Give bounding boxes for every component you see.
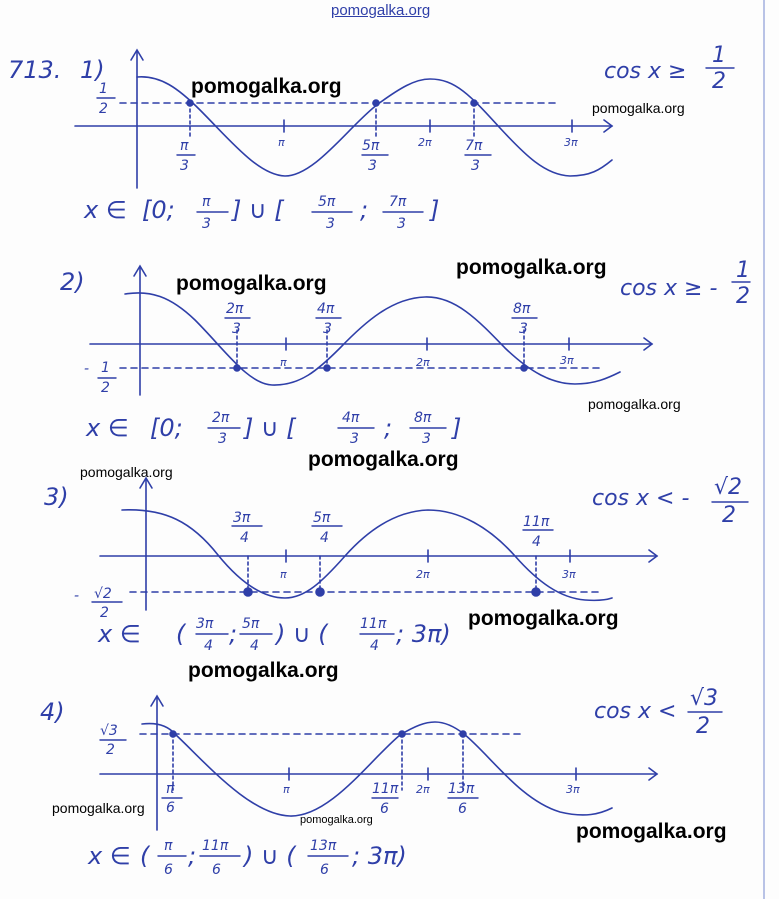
svg-text:6: 6 xyxy=(320,862,329,878)
svg-text:6: 6 xyxy=(380,801,389,817)
svg-text:3: 3 xyxy=(350,431,359,447)
svg-text:(: ( xyxy=(176,620,186,648)
svg-text:5π: 5π xyxy=(362,138,380,154)
svg-text:6: 6 xyxy=(212,862,221,878)
svg-text:[0;: [0; xyxy=(150,414,183,442)
point-4pi3 xyxy=(324,365,330,371)
graph-task-3 xyxy=(100,478,657,610)
svg-text:1: 1 xyxy=(712,43,726,68)
svg-text:1: 1 xyxy=(736,258,750,283)
svg-text:7π: 7π xyxy=(465,138,483,154)
svg-text:8π: 8π xyxy=(513,301,531,317)
watermark[interactable]: pomogalka.org xyxy=(592,100,685,116)
svg-text:5π: 5π xyxy=(313,510,331,526)
svg-text:3: 3 xyxy=(422,431,431,447)
svg-text:4: 4 xyxy=(204,638,213,654)
svg-text:11π: 11π xyxy=(202,838,229,854)
svg-text:3: 3 xyxy=(232,321,241,337)
svg-text:]: ] xyxy=(452,414,462,442)
svg-text:; 3π): ; 3π) xyxy=(396,620,451,648)
svg-text:4: 4 xyxy=(532,534,541,550)
svg-text:√2: √2 xyxy=(94,586,112,602)
answer-3-start: x ∈ xyxy=(98,620,141,648)
svg-text:3: 3 xyxy=(326,216,335,232)
answer-2-start: x ∈ xyxy=(86,414,129,442)
svg-text:;: ; xyxy=(188,842,197,870)
svg-text:5π: 5π xyxy=(318,194,336,210)
svg-text:] ∪ [: ] ∪ [ xyxy=(232,196,284,224)
svg-text:2: 2 xyxy=(712,69,726,94)
svg-text:) ∪ (: ) ∪ ( xyxy=(276,620,328,648)
task-1-label: 1) xyxy=(80,56,105,84)
watermark[interactable]: pomogalka.org xyxy=(80,464,173,480)
svg-text:π: π xyxy=(164,838,173,854)
svg-text:1: 1 xyxy=(99,81,108,97)
svg-text:3π: 3π xyxy=(196,616,214,632)
svg-text:2: 2 xyxy=(100,605,109,621)
svg-text:√3: √3 xyxy=(690,686,719,711)
point-pi3 xyxy=(187,100,193,106)
svg-text:-: - xyxy=(84,361,90,377)
point-3pi4 xyxy=(244,588,252,596)
svg-text:13π: 13π xyxy=(310,838,337,854)
watermark[interactable]: pomogalka.org xyxy=(308,448,459,471)
svg-text:11π: 11π xyxy=(360,616,387,632)
svg-text:] ∪ [: ] ∪ [ xyxy=(244,414,296,442)
svg-text:11π: 11π xyxy=(372,781,399,797)
svg-text:6: 6 xyxy=(166,800,175,816)
svg-text:2: 2 xyxy=(99,101,108,117)
watermark[interactable]: pomogalka.org xyxy=(188,659,339,682)
svg-text:π: π xyxy=(202,194,211,210)
condition-3: cos x < - xyxy=(592,486,690,511)
condition-1: cos x ≥ xyxy=(604,59,687,84)
point-11pi6 xyxy=(399,731,405,737)
svg-text:;: ; xyxy=(360,196,369,224)
svg-text:3: 3 xyxy=(368,158,377,174)
svg-text:π: π xyxy=(283,783,290,796)
answer-4-start: x ∈ xyxy=(88,842,131,870)
point-13pi6 xyxy=(460,731,466,737)
condition-4: cos x < xyxy=(594,699,677,724)
svg-text:2: 2 xyxy=(101,380,110,396)
svg-text:π: π xyxy=(280,356,287,369)
svg-text:4π: 4π xyxy=(342,410,360,426)
svg-text:2: 2 xyxy=(696,714,710,739)
point-2pi3 xyxy=(234,365,240,371)
svg-text:]: ] xyxy=(430,196,440,224)
svg-text:2π: 2π xyxy=(416,356,430,369)
svg-text:3: 3 xyxy=(323,321,332,337)
watermark[interactable]: pomogalka.org xyxy=(176,272,327,295)
svg-text:2π: 2π xyxy=(226,301,244,317)
watermark[interactable]: pomogalka.org xyxy=(191,75,342,98)
point-5pi4 xyxy=(316,588,324,596)
watermark[interactable]: pomogalka.org xyxy=(300,814,373,826)
svg-text:13π: 13π xyxy=(448,781,475,797)
condition-2: cos x ≥ - xyxy=(620,276,718,301)
svg-text:3π: 3π xyxy=(566,783,580,796)
problem-number: 713. xyxy=(8,56,62,84)
svg-text:2π: 2π xyxy=(418,136,432,149)
svg-text:2π: 2π xyxy=(416,783,430,796)
svg-text:(: ( xyxy=(140,842,150,870)
svg-text:1: 1 xyxy=(101,360,110,376)
svg-text:3: 3 xyxy=(218,431,227,447)
task-2-label: 2) xyxy=(60,268,85,296)
graph-task-4 xyxy=(100,696,657,830)
svg-text:3: 3 xyxy=(180,158,189,174)
watermark[interactable]: pomogalka.org xyxy=(456,256,607,279)
svg-text:3: 3 xyxy=(397,216,406,232)
svg-text:3: 3 xyxy=(202,216,211,232)
svg-text:;: ; xyxy=(384,414,393,442)
svg-text:2: 2 xyxy=(106,742,115,758)
watermark[interactable]: pomogalka.org xyxy=(588,396,681,412)
svg-text:4: 4 xyxy=(240,530,249,546)
point-pi6 xyxy=(170,731,176,737)
svg-text:3π: 3π xyxy=(564,136,578,149)
svg-text:2: 2 xyxy=(736,284,750,309)
task-4-label: 4) xyxy=(40,698,65,726)
svg-text:[0;: [0; xyxy=(142,196,175,224)
svg-text:√2: √2 xyxy=(714,475,743,500)
svg-text:) ∪ (: ) ∪ ( xyxy=(244,842,296,870)
svg-text:3π: 3π xyxy=(560,354,574,367)
svg-text:5π: 5π xyxy=(242,616,260,632)
svg-text:3: 3 xyxy=(519,321,528,337)
svg-text:π: π xyxy=(280,568,287,581)
svg-text:8π: 8π xyxy=(414,410,432,426)
svg-text:4π: 4π xyxy=(317,301,335,317)
svg-text:2π: 2π xyxy=(212,410,230,426)
point-7pi3 xyxy=(471,100,477,106)
svg-text:π: π xyxy=(166,781,175,797)
svg-text:6: 6 xyxy=(458,801,467,817)
cosine-curve-2 xyxy=(125,293,620,385)
svg-text:√3: √3 xyxy=(100,723,118,739)
point-11pi4 xyxy=(532,588,540,596)
point-5pi3 xyxy=(373,100,379,106)
graph-task-2 xyxy=(90,266,652,395)
graph-task-1 xyxy=(75,50,612,188)
answer-1-start: x ∈ xyxy=(84,196,127,224)
svg-text:π: π xyxy=(278,136,285,149)
svg-text:3: 3 xyxy=(471,158,480,174)
watermark[interactable]: pomogalka.org xyxy=(52,800,145,816)
svg-text:π: π xyxy=(180,138,189,154)
svg-text:2π: 2π xyxy=(416,568,430,581)
svg-text:3π: 3π xyxy=(233,510,251,526)
task-3-label: 3) xyxy=(44,483,69,511)
svg-text:4: 4 xyxy=(320,530,329,546)
cosine-curve-4 xyxy=(142,722,612,816)
header-watermark[interactable]: pomogalka.org xyxy=(331,2,431,19)
svg-text:11π: 11π xyxy=(523,514,550,530)
svg-text:3π: 3π xyxy=(562,568,576,581)
watermark[interactable]: pomogalka.org xyxy=(576,820,727,843)
svg-text:4: 4 xyxy=(370,638,379,654)
svg-text:4: 4 xyxy=(250,638,259,654)
svg-text:7π: 7π xyxy=(389,194,407,210)
svg-text:; 3π): ; 3π) xyxy=(352,842,407,870)
svg-text:6: 6 xyxy=(164,862,173,878)
point-8pi3 xyxy=(521,365,527,371)
svg-text:;: ; xyxy=(229,620,238,648)
watermark[interactable]: pomogalka.org xyxy=(468,607,619,630)
svg-text:-: - xyxy=(74,588,80,604)
svg-text:2: 2 xyxy=(722,503,736,528)
